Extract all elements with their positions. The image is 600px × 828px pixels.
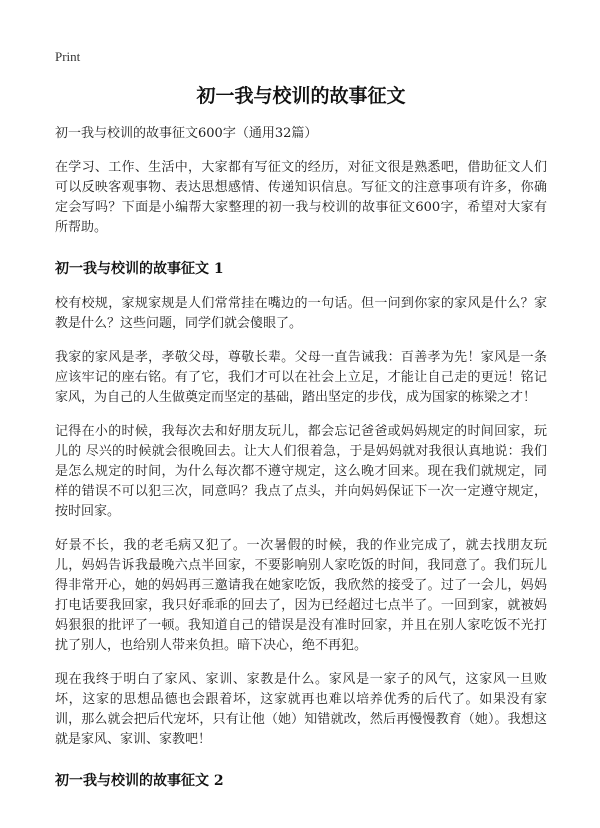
body-paragraph: 校有校规，家规家规是人们常常挂在嘴边的一句话。但一问到你家的家风是什么？家教是什么？这些问题，同学们就会傻眼了。: [55, 296, 547, 331]
section-heading: 初一我与校训的故事征文 1: [55, 261, 224, 277]
body-paragraph: 现在我终于明白了家风、家训、家教是什么。家风是一家子的风气，这家风一旦败坏，这家的思想品德也会跟着坏，这家就再也难以培养优秀的后代了。如果没有家训，那么就会把后代宠坏，只有让他（她）知错就改，然后再慢慢教育（她）。我想这就是家风、家训、家教吧！: [55, 672, 547, 747]
document-subtitle: 初一我与校训的故事征文600字（通用32篇）: [55, 126, 318, 141]
body-paragraph: 好景不长，我的老毛病又犯了。一次暑假的时候，我的作业完成了，就去找朋友玩儿，妈妈告诉我最晚六点半回家，不要影响别人家吃饭的时间，我同意了。我们玩儿得非常开心，她的妈妈再三邀请我在她家吃饭，我欣然的接受了。过了一会儿，妈妈打电话要我回家，我只好乖乖的回去了，因为已经超过七点半了。一回到家，就被妈妈狠狠的批评了一顿。我知道自己的错误是没有准时回家，并且在别人家吃饭不光打扰了别人，也给别人带来负担。暗下决心，绝不再犯。: [55, 538, 547, 653]
print-link[interactable]: Print: [55, 49, 81, 64]
section-heading: 初一我与校训的故事征文 2: [55, 773, 224, 789]
body-paragraph: 记得在小的时候，我每次去和好朋友玩儿，都会忘记爸爸或妈妈规定的时间回家，玩儿的 尽兴的时候就会很晚回去。让大人们很着急，于是妈妈就对我很认真地说：我们是怎么规定的时间，为什么每次都不遵守规定，这么晚才回来。现在我们就规定，同样的错误不可以犯三次，同意吗？我点了点头，并向妈妈保证下一次一定遵守规定，按时回家。: [55, 424, 547, 519]
page-title: 初一我与校训的故事征文: [196, 85, 406, 107]
intro-paragraph: 在学习、工作、生活中，大家都有写征文的经历，对征文很是熟悉吧，借助征文人们可以反映客观事物、表达思想感情、传递知识信息。写征文的注意事项有许多，你确定会写吗？下面是小编帮大家整理的初一我与校训的故事征文600字，希望对大家有所帮助。: [55, 160, 547, 235]
document-page: [55, 46, 547, 806]
body-paragraph: 我家的家风是孝，孝敬父母，尊敬长辈。父母一直告诫我：百善孝为先！家风是一条应该牢记的座右铭。有了它，我们才可以在社会上立足，才能让自己走的更远！铭记家风，为自己的人生做奠定而坚定的基础，踏出坚定的步伐，成为国家的栋梁之才！: [55, 350, 547, 405]
